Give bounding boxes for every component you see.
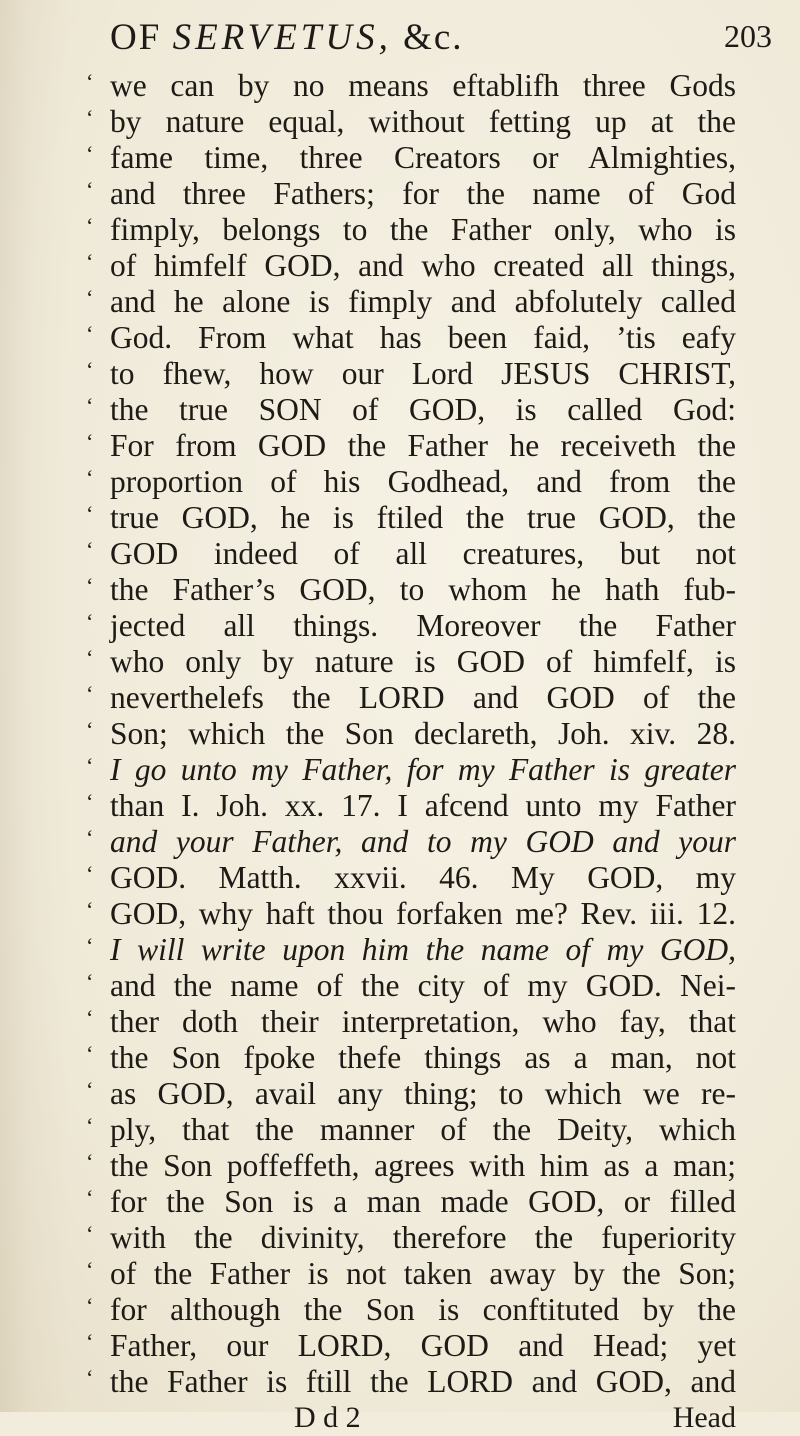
text-line <box>86 104 736 140</box>
line-text: the Son fpoke thefe things as a man, not <box>110 1040 736 1075</box>
running-head-pre: OF <box>110 17 173 58</box>
quote-mark: ‘ <box>86 825 94 850</box>
text-line <box>86 788 736 824</box>
quote-mark: ‘ <box>86 645 94 670</box>
text-line <box>86 572 736 608</box>
quote-mark: ‘ <box>86 141 94 166</box>
line-text: Son; which the Son declareth, Joh. xiv. 28. <box>110 716 736 751</box>
text-line <box>86 932 736 968</box>
quote-mark: ‘ <box>86 789 94 814</box>
line-text: the Father is ftill the LORD and GOD, and <box>110 1364 736 1399</box>
text-line <box>86 212 736 248</box>
text-line <box>86 500 736 536</box>
quote-mark: ‘ <box>86 393 94 418</box>
quote-mark: ‘ <box>86 1221 94 1246</box>
quote-mark: ‘ <box>86 753 94 778</box>
line-text: of the Father is not taken away by the Son; <box>110 1256 736 1291</box>
line-text: the Father’s GOD, to whom he hath fub- <box>110 572 736 607</box>
running-head <box>110 16 464 59</box>
line-text: God. From what has been faid, ’tis eafy <box>110 320 736 355</box>
quote-mark: ‘ <box>86 537 94 562</box>
text-line <box>86 968 736 1004</box>
text-line <box>86 860 736 896</box>
text-line <box>86 428 736 464</box>
text-line <box>86 248 736 284</box>
text-line <box>86 824 736 860</box>
quote-mark: ‘ <box>86 933 94 958</box>
line-text: and the name of the city of my GOD. Nei- <box>110 968 736 1003</box>
quote-mark: ‘ <box>86 357 94 382</box>
text-line <box>86 680 736 716</box>
page-header <box>110 16 772 62</box>
text-line <box>86 392 736 428</box>
text-line <box>86 176 736 212</box>
text-line <box>86 320 736 356</box>
quote-mark: ‘ <box>86 69 94 94</box>
quote-mark: ‘ <box>86 465 94 490</box>
quote-mark: ‘ <box>86 501 94 526</box>
text-line <box>86 1292 736 1328</box>
quote-mark: ‘ <box>86 1293 94 1318</box>
quote-mark: ‘ <box>86 429 94 454</box>
text-line <box>86 896 736 932</box>
quote-mark: ‘ <box>86 1077 94 1102</box>
text-line <box>86 644 736 680</box>
quote-mark: ‘ <box>86 285 94 310</box>
quote-mark: ‘ <box>86 969 94 994</box>
line-text: GOD, why haft thou forfaken me? Rev. iii. 12. <box>110 896 736 931</box>
signature-mark: D d 2 <box>294 1401 361 1434</box>
line-text: by nature equal, without fetting up at the <box>110 104 736 139</box>
line-text: as GOD, avail any thing; to which we re- <box>110 1076 736 1111</box>
text-line <box>86 1184 736 1220</box>
text-line <box>86 1040 736 1076</box>
quote-mark: ‘ <box>86 213 94 238</box>
line-text: neverthelefs the LORD and GOD of the <box>110 680 736 715</box>
text-line <box>86 1364 736 1400</box>
line-text: who only by nature is GOD of himfelf, is <box>110 644 736 679</box>
body-text <box>86 68 736 1436</box>
running-head-italic: SERVETUS, <box>172 17 392 58</box>
page-number: 203 <box>724 18 772 54</box>
line-text: with the divinity, therefore the fuperiority <box>110 1220 736 1255</box>
text-line <box>86 1076 736 1112</box>
line-text: for the Son is a man made GOD, or filled <box>110 1184 736 1219</box>
quote-mark: ‘ <box>86 1005 94 1030</box>
line-text: the true SON of GOD, is called God: <box>110 392 736 427</box>
quote-mark: ‘ <box>86 1113 94 1138</box>
line-text: For from GOD the Father he receiveth the <box>110 428 736 463</box>
text-line <box>86 752 736 788</box>
text-line <box>86 1148 736 1184</box>
quote-mark: ‘ <box>86 897 94 922</box>
line-text: proportion of his Godhead, and from the <box>110 464 736 499</box>
quote-mark: ‘ <box>86 717 94 742</box>
catchword: Head <box>672 1401 736 1434</box>
line-text: GOD. Matth. xxvii. 46. My GOD, my <box>110 860 736 895</box>
text-line <box>86 608 736 644</box>
text-line <box>86 284 736 320</box>
quote-mark: ‘ <box>86 1185 94 1210</box>
page-footer <box>86 1400 736 1436</box>
line-text: to fhew, how our Lord JESUS CHRIST, <box>110 356 736 391</box>
quote-mark: ‘ <box>86 1365 94 1390</box>
quote-mark: ‘ <box>86 321 94 346</box>
line-text: fimply, belongs to the Father only, who is <box>110 212 736 247</box>
line-text: of himfelf GOD, and who created all things, <box>110 248 736 283</box>
text-line <box>86 1220 736 1256</box>
line-text: we can by no means eftablifh three Gods <box>110 68 736 103</box>
running-head-post: &c. <box>391 17 464 58</box>
line-text: fame time, three Creators or Almighties, <box>110 140 736 175</box>
line-text: ther doth their interpretation, who fay, that <box>110 1004 736 1039</box>
quote-mark: ‘ <box>86 681 94 706</box>
line-text: and your Father, and to my GOD and your <box>110 824 736 859</box>
line-text: and three Fathers; for the name of God <box>110 176 736 211</box>
text-line <box>86 716 736 752</box>
text-line <box>86 1256 736 1292</box>
text-line <box>86 68 736 104</box>
quote-mark: ‘ <box>86 1149 94 1174</box>
text-line <box>86 1328 736 1364</box>
quote-mark: ‘ <box>86 177 94 202</box>
quote-mark: ‘ <box>86 861 94 886</box>
text-line <box>86 1112 736 1148</box>
text-line <box>86 356 736 392</box>
quote-mark: ‘ <box>86 1329 94 1354</box>
quote-mark: ‘ <box>86 1041 94 1066</box>
quote-mark: ‘ <box>86 1257 94 1282</box>
line-text: I go unto my Father, for my Father is greater <box>110 752 736 787</box>
line-text: for although the Son is conftituted by the <box>110 1292 736 1327</box>
text-line <box>86 464 736 500</box>
line-text: and he alone is fimply and abfolutely called <box>110 284 736 319</box>
text-line <box>86 536 736 572</box>
line-text: the Son poffeffeth, agrees with him as a man; <box>110 1148 736 1183</box>
line-text: GOD indeed of all creatures, but not <box>110 536 736 571</box>
line-text: true GOD, he is ftiled the true GOD, the <box>110 500 736 535</box>
quote-mark: ‘ <box>86 609 94 634</box>
text-line <box>86 140 736 176</box>
quote-mark: ‘ <box>86 105 94 130</box>
line-text: I will write upon him the name of my GOD, <box>110 932 736 967</box>
line-text: ply, that the manner of the Deity, which <box>110 1112 736 1147</box>
text-line <box>86 1004 736 1040</box>
line-text: jected all things. Moreover the Father <box>110 608 736 643</box>
line-text: than I. Joh. xx. 17. I afcend unto my Father <box>110 788 736 823</box>
quote-mark: ‘ <box>86 573 94 598</box>
quote-mark: ‘ <box>86 249 94 274</box>
line-text: Father, our LORD, GOD and Head; yet <box>110 1328 736 1363</box>
